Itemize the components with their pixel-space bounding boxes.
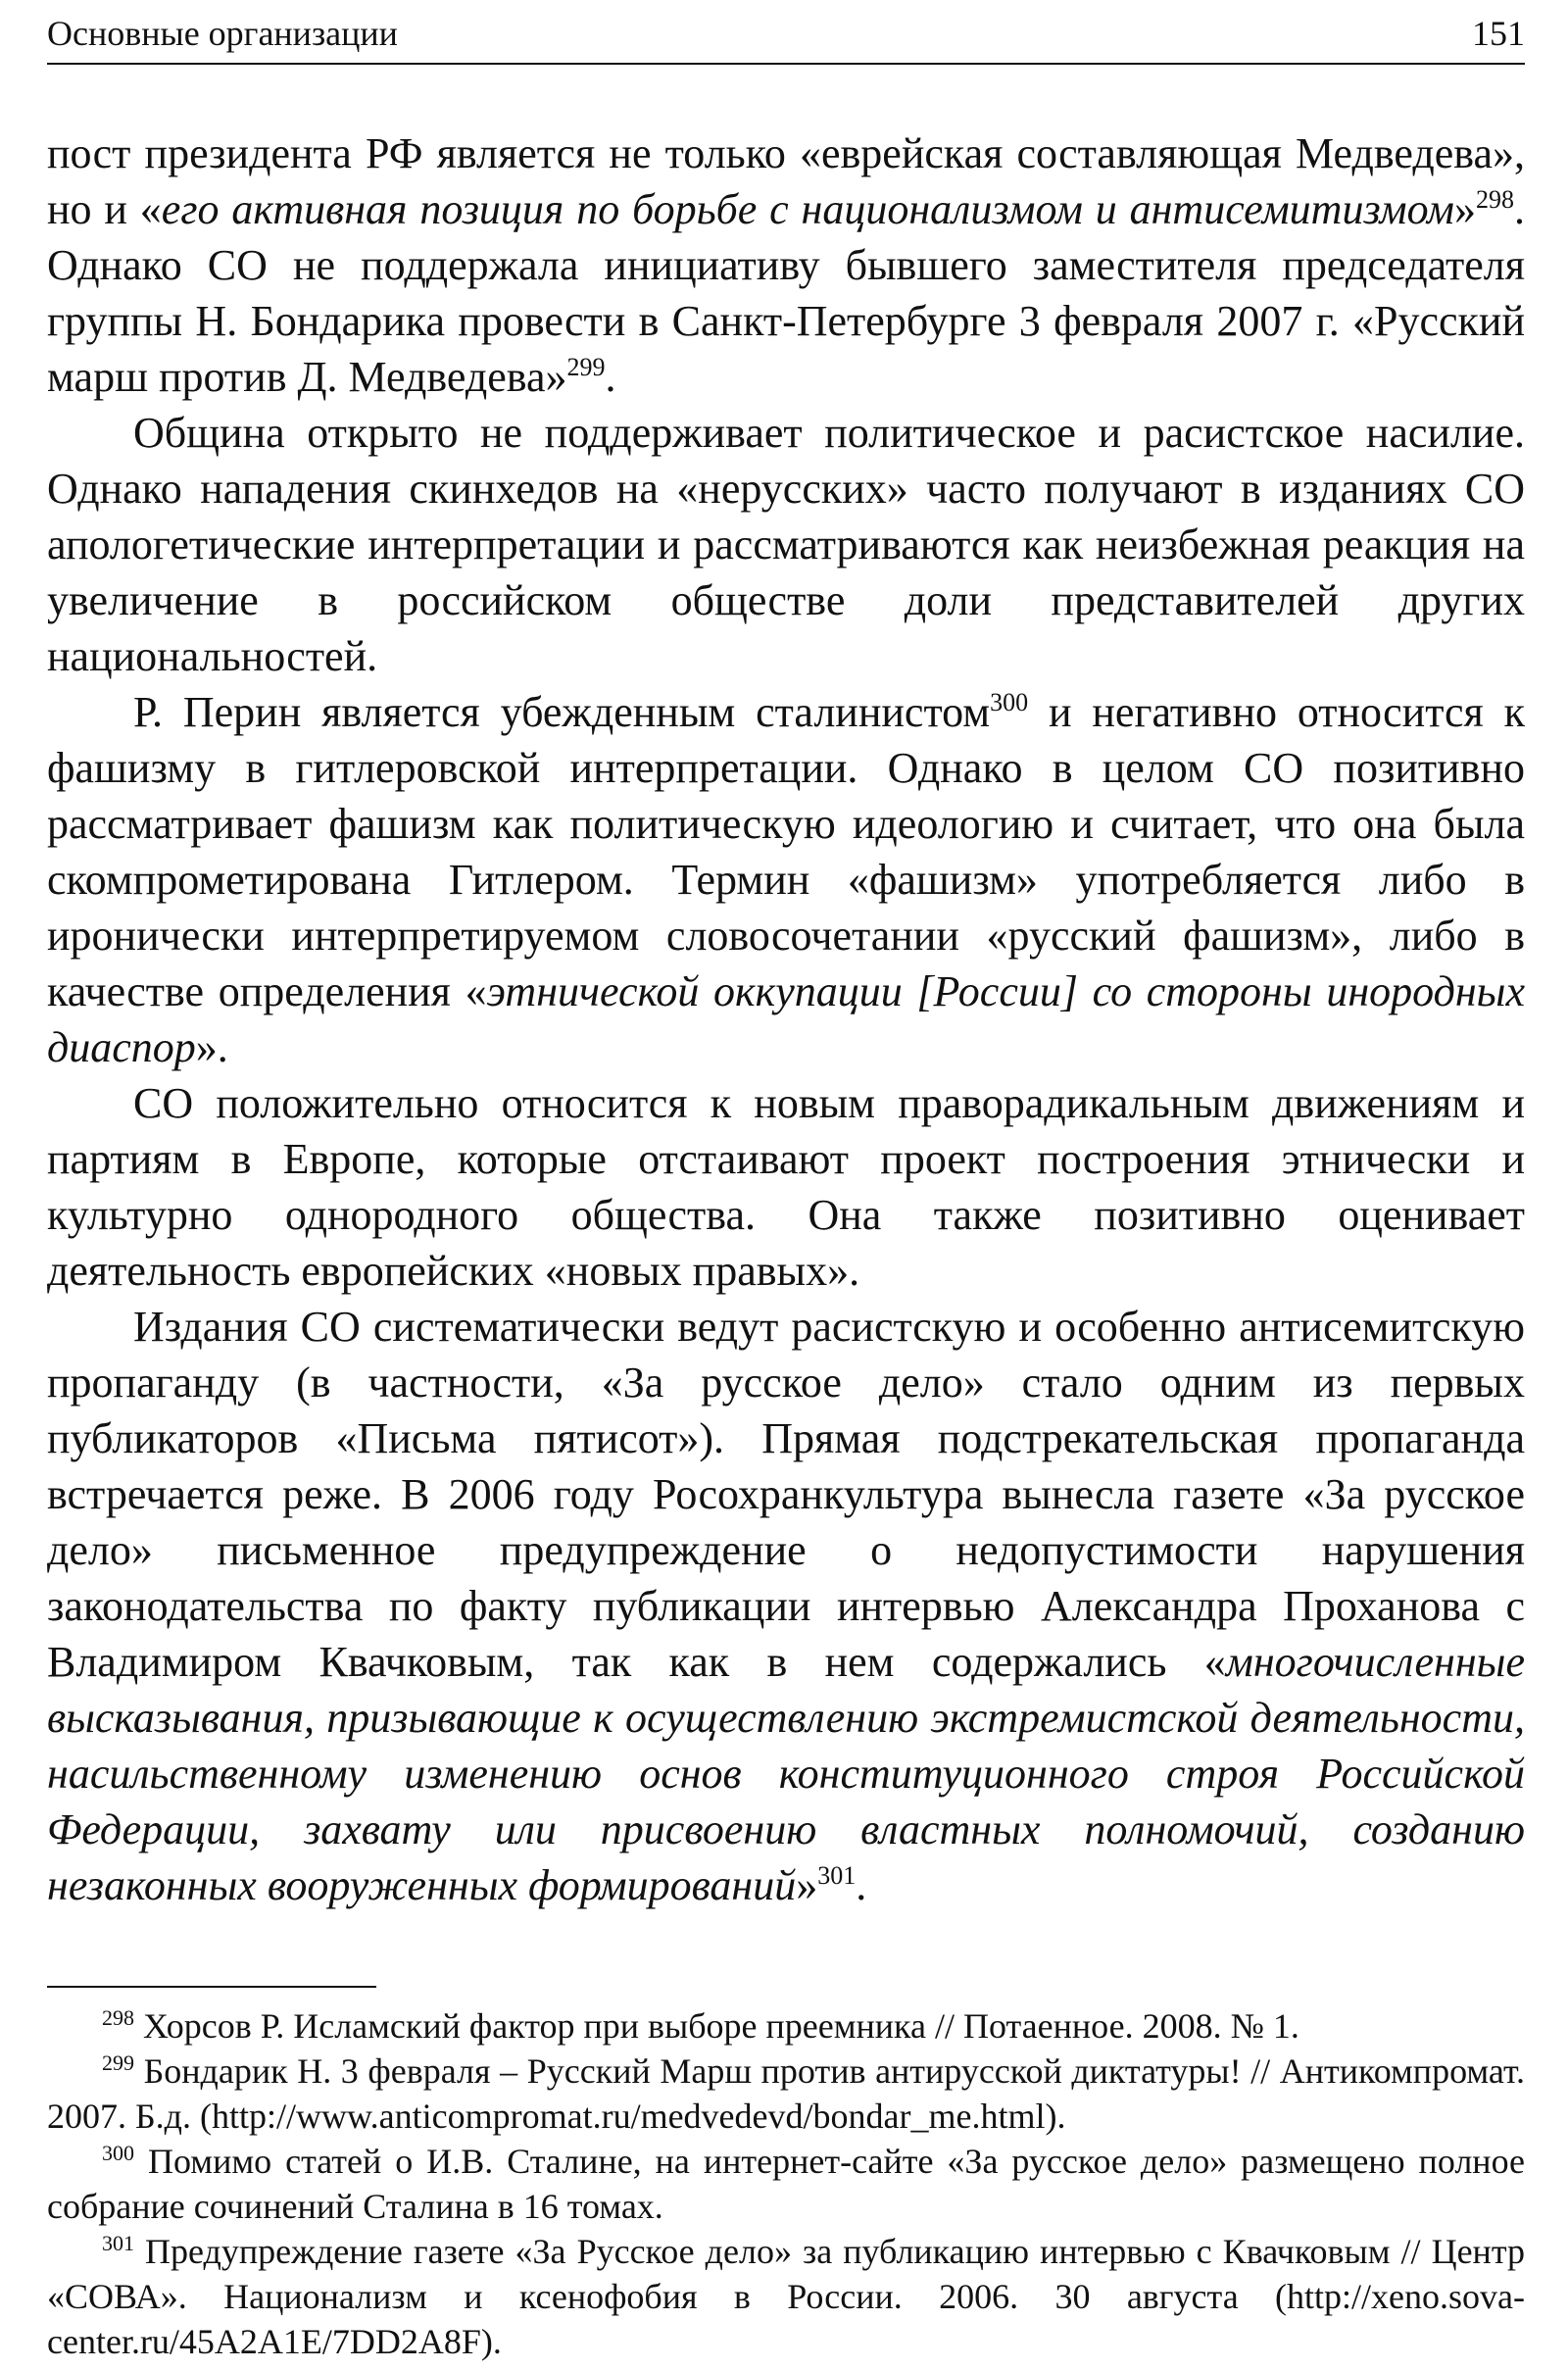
paragraph-4: СО положительно относится к новым праворадикальным движениям и партиям в Европе, которые отстаивают проект построения этнически и культурно однородного общества. Она также позитивно оценивает деятельность европейских «новых правых». <box>47 1079 1525 1295</box>
section-title: Основные организации <box>47 14 398 53</box>
footnote-ref-300[interactable]: 300 <box>990 688 1029 716</box>
page-number: 151 <box>1472 14 1525 53</box>
footnote-number: 299 <box>102 2050 134 2075</box>
footnotes <box>47 2003 1525 2364</box>
footnote-300: $^{300}$ Помимо статей о И.В. Сталине, на интернет-сайте «За русское дело» размещено полное собрание сочинений Сталина в 16 томах. <box>47 2141 1525 2226</box>
footnote-298: $^{298}$ Хорсов Р. Исламский фактор при выборе преемника // Потаенное. 2008. № 1. <box>102 2005 1299 2046</box>
paragraph-5: Издания СО систематически ведут расистскую и особенно антисемитскую пропаганду (в частности, «За русское дело» стало одним из первых публикаторов «Письма пятисот»). Прямая подстрекательская пропаганда встречается реже. В 2006 году Росохранкультура вынесла газете «За русское дело» письменное предупреждение о недопустимости нарушения законодательства по факту публикации интервью Александра Проханова с Владимиром Квачковым, так как в нем содержались «многочисленные высказывания, призывающие к осуществлению экстремистской деятельности, насильственному изменению основ конституционного строя Российской Федерации, захвату или присвоению властных полномочий, созданию незаконных вооруженных формирований»$^{301}$. <box>47 1303 1525 1909</box>
footnote-301: $^{301}$ Предупреждение газете «За Русское дело» за публикацию интервью с Квачковым // Центр «СОВА». Национализм и ксенофобия в России. 2006. 30 августа (http://xeno.sova-center.ru/45A2A1E/7DD2A8F). <box>47 2231 1525 2361</box>
italic-quote: многочисленные высказывания, призывающие к осуществлению экстремистской деятельности, насильственному изменению основ конституционного строя Российской Федерации, захвату или присвоению властных полномочий, созданию незаконных вооруженных формирований <box>47 1638 1525 1909</box>
paragraph-2: Община открыто не поддерживает политическое и расистское насилие. Однако нападения скинхедов на «нерусских» часто получают в изданиях СО апологетические интерпретации и рассматриваются как неизбежная реакция на увеличение в российском обществе доли представителей других национальностей. <box>47 409 1525 680</box>
book-page <box>47 12 1525 2364</box>
italic-quote: его активная позиция по борьбе с национализмом и антисемитизмом <box>161 185 1455 233</box>
footnote-number: 300 <box>102 2141 134 2165</box>
paragraph-1: пост президента РФ является не только «еврейская составляющая Медведева», но и «его активная позиция по борьбе с национализмом и антисемитизмом»$^{298}$. Однако СО не поддержала инициативу бывшего заместителя председателя группы Н. Бондарика провести в Санкт-Петербурге 3 февраля 2007 г. «Русский марш против Д. Медведева»$^{299}$. <box>47 129 1526 401</box>
footnote-number: 298 <box>102 2005 134 2030</box>
italic-quote: этнической оккупации [России] со стороны инородных диаспор <box>47 967 1525 1071</box>
footnote-number: 301 <box>102 2231 134 2255</box>
footnote-ref-298[interactable]: 298 <box>1476 185 1515 214</box>
main-text <box>47 125 1525 1913</box>
footnote-ref-299[interactable]: 299 <box>566 353 606 381</box>
running-header <box>47 12 1525 65</box>
footnote-299: $^{299}$ Бондарик Н. 3 февраля – Русский Марш против антирусской диктатуры! // Антикомпромат. 2007. Б.д. (http://www.anticompromat.ru/medvedevd/bondar_me.html). <box>47 2050 1525 2136</box>
footnote-divider <box>47 1986 376 1988</box>
footnote-ref-301[interactable]: 301 <box>817 1861 857 1890</box>
paragraph-3: Р. Перин является убежденным сталинистом$^{300}$ и негативно относится к фашизму в гитлеровской интерпретации. Однако в целом СО позитивно рассматривает фашизм как политическую идеологию и считает, что она была скомпрометирована Гитлером. Термин «фашизм» употребляется либо в иронически интерпретируемом словосочетании «русский фашизм», либо в качестве определения «этнической оккупации [России] со стороны инородных диаспор». <box>47 688 1525 1071</box>
